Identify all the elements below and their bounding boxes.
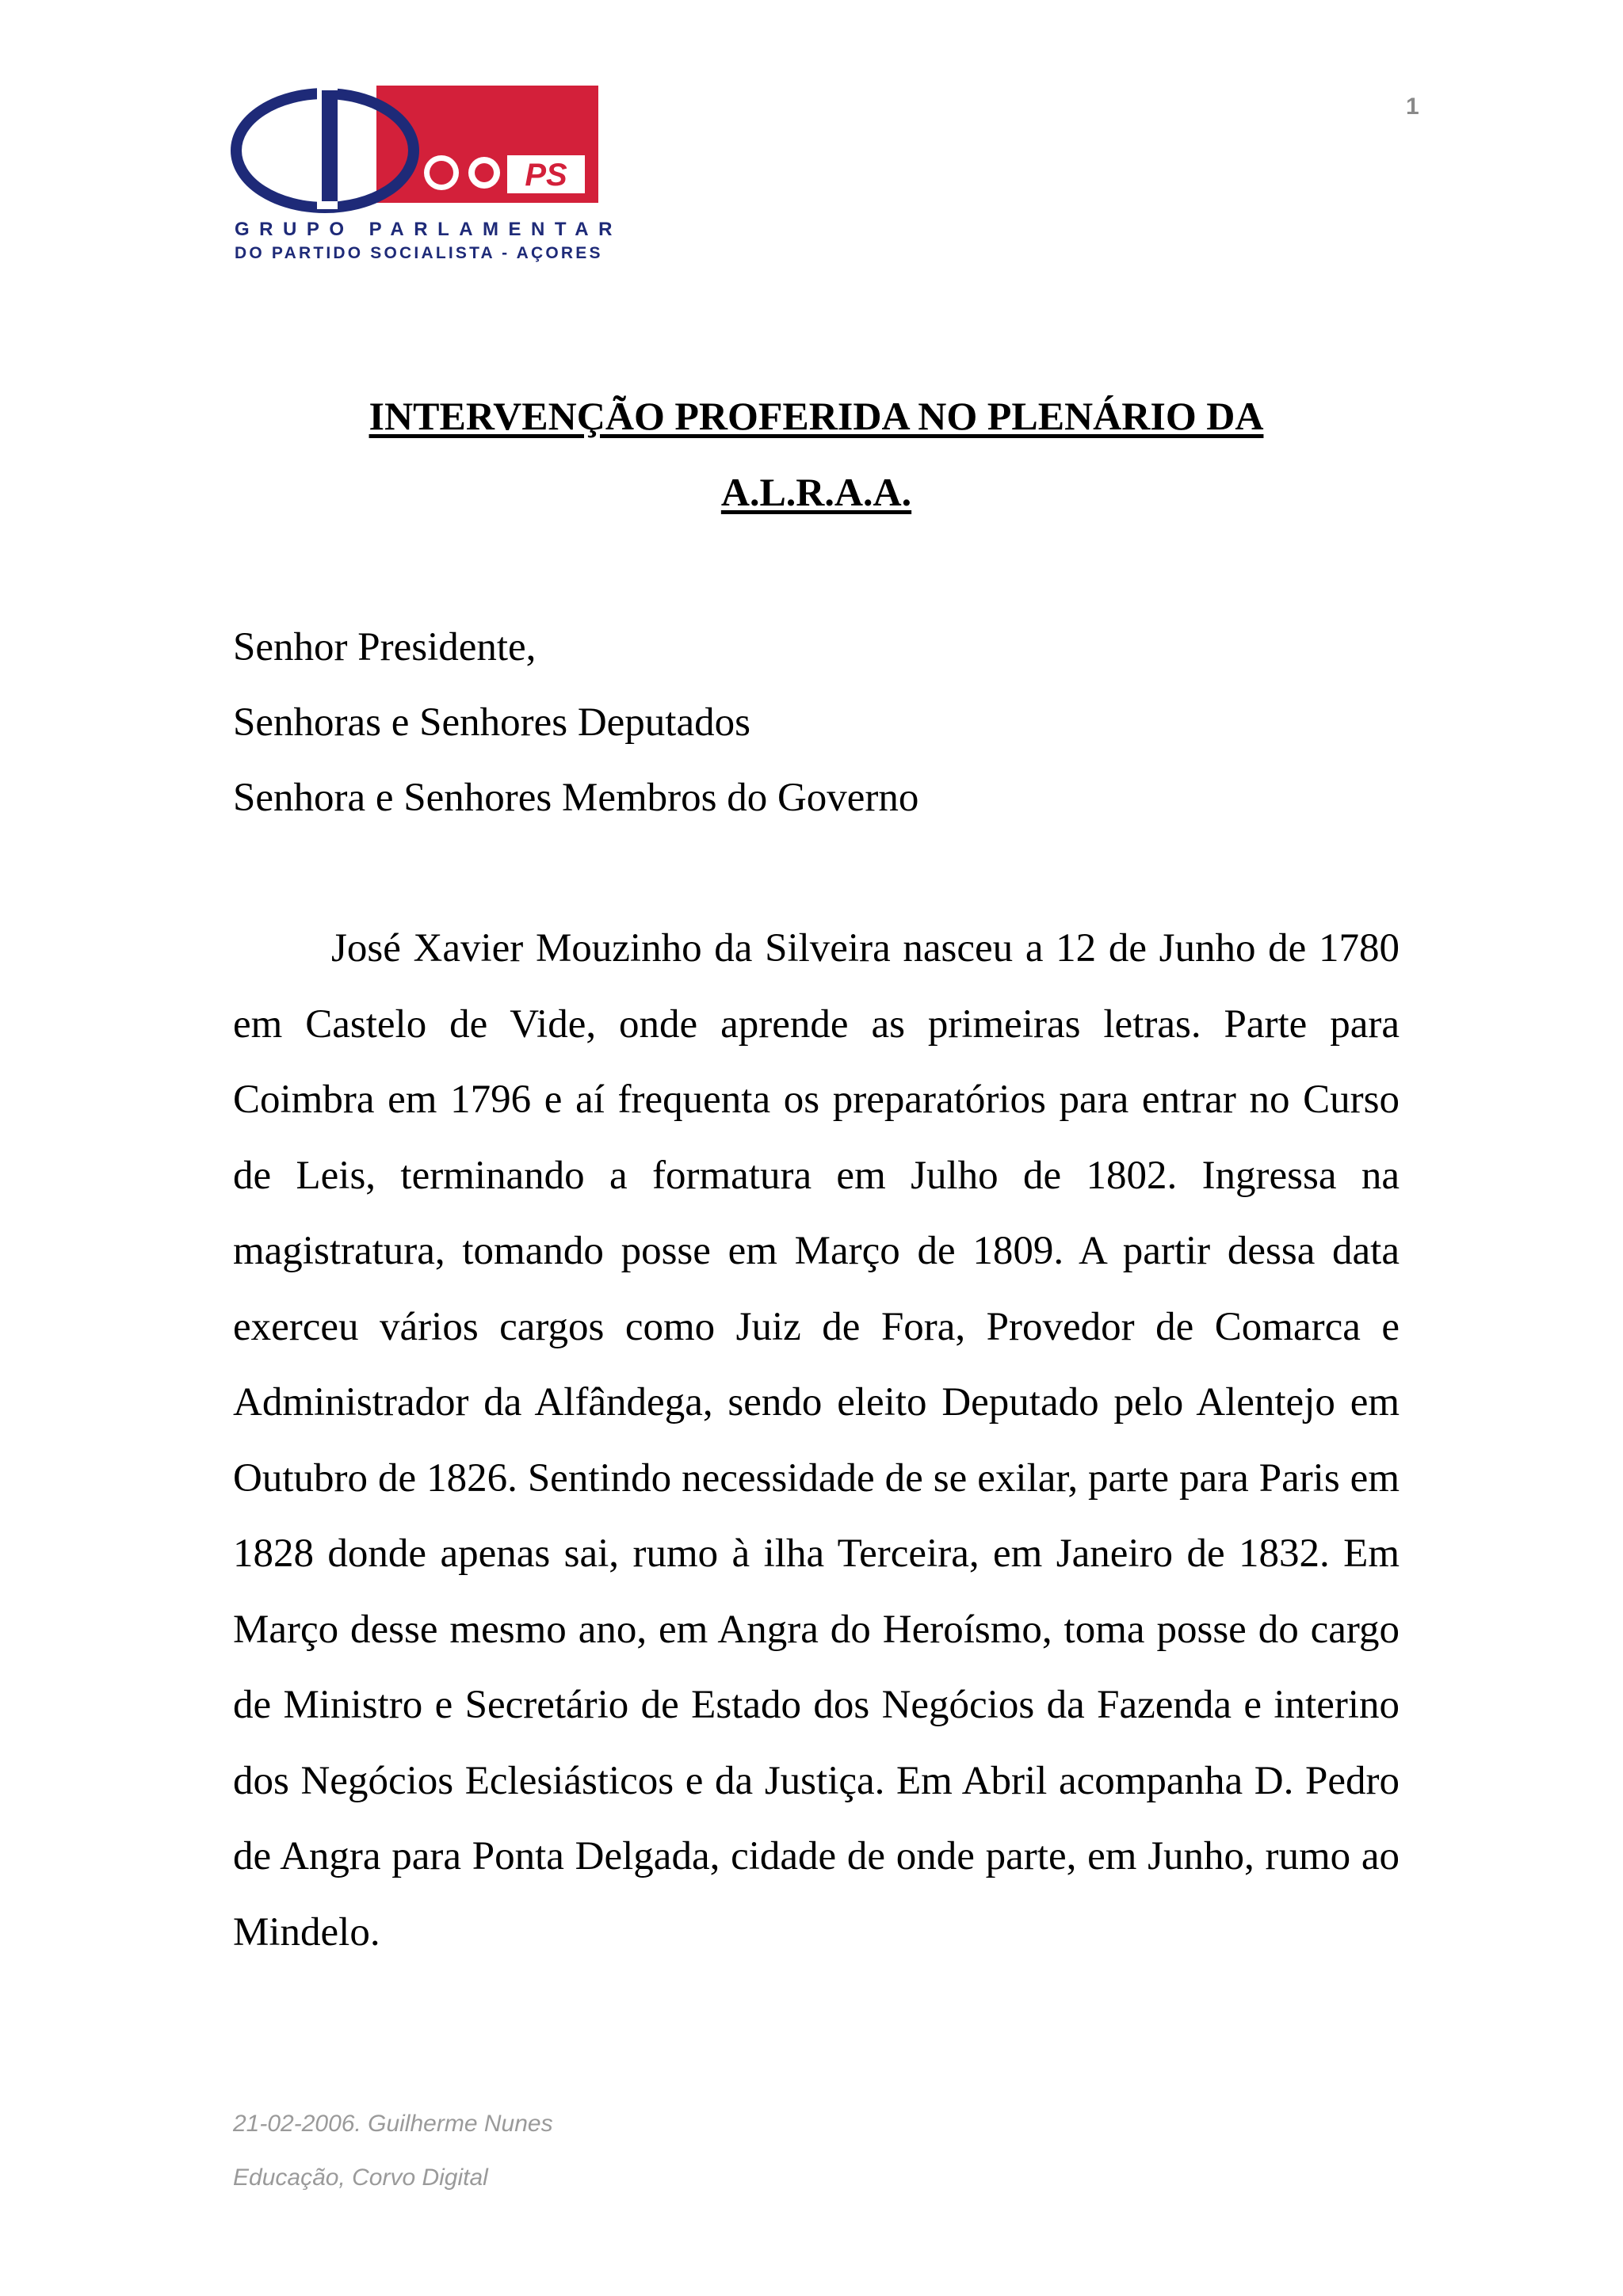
page-number: 1 — [1406, 93, 1419, 120]
logo-blue-bar — [322, 90, 338, 201]
salutation-line: Senhoras e Senhores Deputados — [233, 700, 750, 745]
salutation-line: Senhora e Senhores Membros do Governo — [233, 776, 919, 820]
document-title-line-1: INTERVENÇÃO PROFERIDA NO PLENÁRIO DA — [369, 394, 1264, 438]
logo-text-line-1: GRUPO PARLAMENTAR — [235, 219, 622, 240]
ps-badge-text: PS — [525, 158, 567, 193]
party-logo — [230, 79, 622, 276]
salutations — [233, 610, 918, 836]
salutation-line: Senhor Presidente, — [233, 625, 537, 669]
document-title-line-2: A.L.R.A.A. — [720, 470, 912, 514]
logo-text-line-2: DO PARTIDO SOCIALISTA - AÇORES — [235, 244, 603, 262]
footer-date-author: 21-02-2006. Guilherme Nunes — [233, 2111, 553, 2137]
body-paragraph: José Xavier Mouzinho da Silveira nasceu a 12 de Junho de 1780 em Castelo de Vide, onde aprende as primeiras letras. Parte para Coimbra em 1796 e aí frequenta os preparatórios para entrar no Curso de Leis, terminando a formatura em Julho de 1802. Ingressa na magistratura, tomando posse em Março de 1809. A partir dessa data exerceu vários cargos como Juiz de Fora, Provedor de Comarca e Administrador da Alfândega, sendo eleito Deputado pelo Alentejo em Outubro de 1826. Sentindo necessidade de se exilar, parte para Paris em 1828 donde apenas sai, rumo à ilha Terceira, em Janeiro de 1832. Em Março desse mesmo ano, em Angra do Heroísmo, toma posse do cargo de Ministro e Secretário de Estado dos Negócios da Fazenda e interino dos Negócios Eclesiásticos e da Justiça. Em Abril acompanha D. Pedro de Angra para Ponta Delgada, cidade de onde parte, em Junho, rumo ao Mindelo. — [233, 926, 1400, 1955]
footer-source: Educação, Corvo Digital — [233, 2164, 488, 2191]
ps-logo-graphic — [230, 79, 602, 214]
